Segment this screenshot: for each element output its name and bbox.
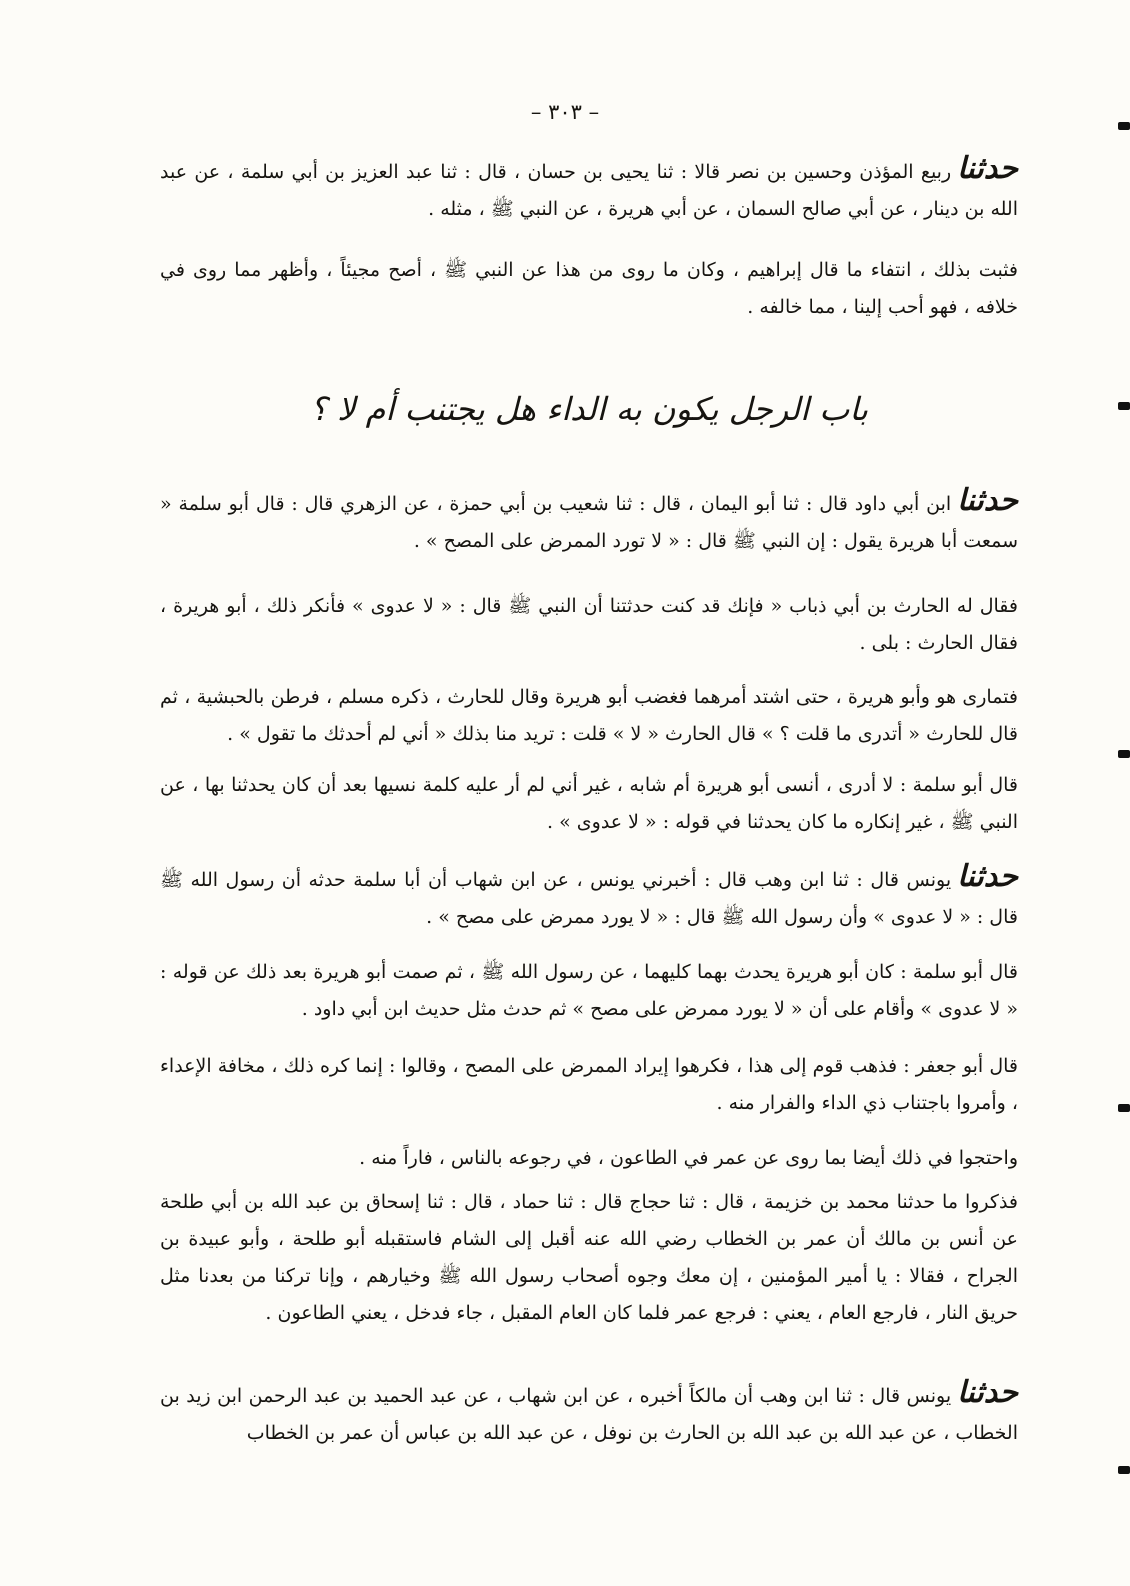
margin-mark: [1118, 122, 1130, 130]
paragraph-text: واحتجوا في ذلك أيضا بما روى عن عمر في الطاعون ، في رجوعه بالناس ، فاراً منه .: [359, 1147, 1018, 1169]
paragraph-7: [160, 858, 1018, 936]
hadith-lead: حدثنا: [957, 483, 1018, 518]
paragraph-text: ابن أبي داود قال : ثنا أبو اليمان ، قال : ثنا شعيب بن أبي حمزة ، عن الزهري قال : قال أبو سلمة « سمعت أبا هريرة يقول : إن النبي ﷺ قال : « لا تورد الممرض على المصح » .: [160, 493, 1018, 552]
paragraph-text: فثبت بذلك ، انتفاء ما قال إبراهيم ، وكان ما روى من هذا عن النبي ﷺ ، أصح مجيئاً ، وأظهر مما روى في خلافه ، فهو أحب إلينا ، مما خالفه .: [160, 259, 1018, 318]
paragraph-text: قال أبو سلمة : كان أبو هريرة يحدث بهما كليهما ، عن رسول الله ﷺ ، ثم صمت أبو هريرة بعد ذلك عن قوله : « لا عدوى » وأقام على أن « لا يورد ممرض على مصح » ثم حدث مثل حديث ابن أبي داود .: [160, 961, 1018, 1020]
margin-mark: [1118, 1466, 1130, 1474]
paragraph-text: يونس قال : ثنا ابن وهب قال : أخبرني يونس ، عن ابن شهاب أن أبا سلمة حدثه أن رسول الله ﷺ قال : « لا عدوى » وأن رسول الله ﷺ قال : « لا يورد ممرض على مصح » .: [160, 869, 1018, 928]
paragraph-5: [160, 679, 1018, 753]
paragraph-4: [160, 588, 1018, 662]
paragraph-text: فقال له الحارث بن أبي ذباب « فإنك قد كنت حدثتنا أن النبي ﷺ قال : « لا عدوى » فأنكر ذلك ، أبو هريرة ، فقال الحارث : بلى .: [160, 595, 1018, 654]
paragraph-6: [160, 767, 1018, 841]
paragraph-2: [160, 252, 1018, 326]
hadith-lead: حدثنا: [957, 151, 1018, 186]
paragraph-11: [160, 1184, 1018, 1332]
chapter-title: باب الرجل يكون به الداء هل يجتنب أم لا ؟: [309, 390, 869, 428]
paragraph-text: فتمارى هو وأبو هريرة ، حتى اشتد أمرهما فغضب أبو هريرة وقال للحارث ، ذكره مسلم ، فرطن بالحبشية ، ثم قال للحارث « أتدرى ما قلت ؟ » قال الحارث « لا » قلت : تريد منا بذلك « أني لم أحدثك ما تقول » .: [160, 686, 1018, 745]
hadith-lead: حدثنا: [957, 859, 1018, 894]
paragraph-text: قال أبو جعفر : فذهب قوم إلى هذا ، فكرهوا إيراد الممرض على المصح ، وقالوا : إنما كره ذلك ، مخافة الإعداء ، وأمروا باجتناب ذي الداء والفرار منه .: [160, 1055, 1018, 1114]
margin-mark: [1118, 1104, 1130, 1112]
paragraph-text: فذكروا ما حدثنا محمد بن خزيمة ، قال : ثنا حجاج قال : ثنا حماد ، قال : ثنا إسحاق بن عبد الله بن أبي طلحة عن أنس بن مالك أن عمر بن الخطاب رضي الله عنه أقبل إلى الشام فاستقبله أبو طلحة ، وأبو عبيدة بن الجراح ، فقالا : يا أمير المؤمنين ، إن معك وجوه أصحاب رسول الله ﷺ وخيارهم ، وإنا تركنا من بعدنا مثل حريق النار ، فارجع العام ، يعني : فرجع عمر فلما كان العام المقبل ، جاء فدخل ، يعني الطاعون .: [160, 1191, 1018, 1324]
paragraph-8: [160, 954, 1018, 1028]
paragraph-9: [160, 1048, 1018, 1122]
paragraph-text: يونس قال : ثنا ابن وهب أن مالكاً أخبره ، عن ابن شهاب ، عن عبد الحميد بن عبد الرحمن ابن زيد بن الخطاب ، عن عبد الله بن عبد الله بن الحارث بن نوفل ، عن عبد الله بن عباس أن عمر بن الخطاب: [160, 1385, 1018, 1444]
paragraph-text: ربيع المؤذن وحسين بن نصر قالا : ثنا يحيى بن حسان ، قال : ثنا عبد العزيز بن أبي سلمة ، عن عبد الله بن دينار ، عن أبي صالح السمان ، عن أبي هريرة ، عن النبي ﷺ ، مثله .: [160, 161, 1018, 220]
paragraph-10: [160, 1140, 1018, 1177]
paragraph-1: [160, 150, 1018, 228]
page-number: – ٣٠٣ –: [530, 100, 600, 124]
hadith-lead: حدثنا: [957, 1375, 1018, 1410]
margin-mark: [1118, 750, 1130, 758]
margin-mark: [1118, 402, 1130, 410]
paragraph-12: [160, 1374, 1018, 1452]
paragraph-3: [160, 482, 1018, 560]
paragraph-text: قال أبو سلمة : لا أدرى ، أنسى أبو هريرة أم شابه ، غير أني لم أر عليه كلمة نسيها بعد أن كان يحدثنا بها ، عن النبي ﷺ ، غير إنكاره ما كان يحدثنا في قوله : « لا عدوى » .: [160, 774, 1018, 833]
